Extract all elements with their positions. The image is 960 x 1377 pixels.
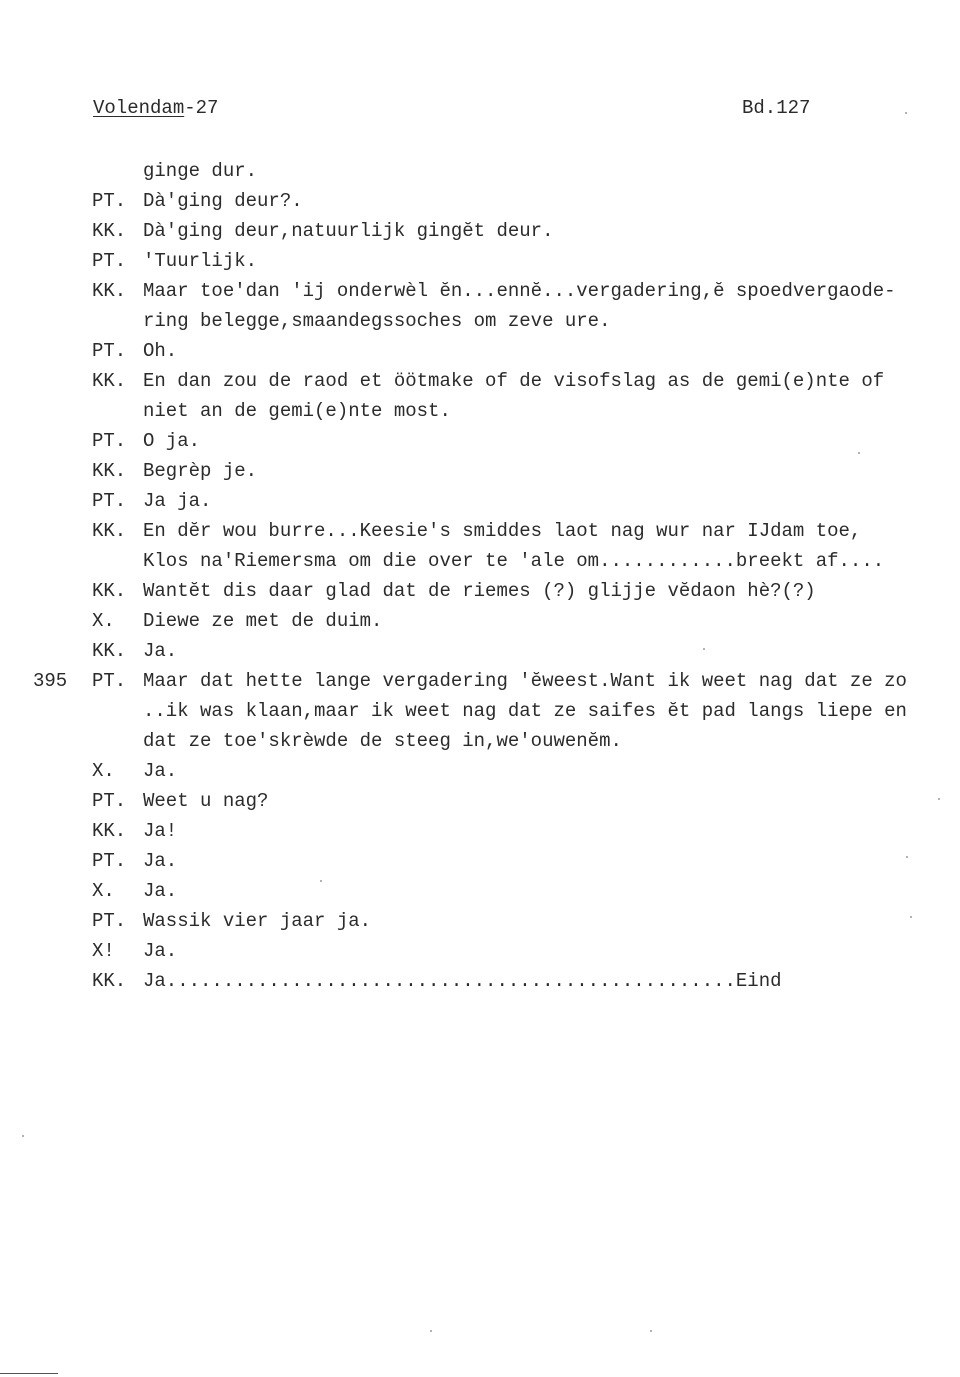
transcript-line — [0, 156, 960, 186]
scan-speck — [905, 112, 907, 114]
transcript-line — [0, 726, 960, 756]
utterance-text: Dà'ging deur,natuurlijk gingĕt deur. — [143, 220, 554, 242]
utterance-text: Ja..................................................Eind — [143, 970, 782, 992]
transcript-line — [0, 966, 960, 996]
utterance-text: En dan zou de raod et öötmake of de visofslag as de gemi(e)nte of — [143, 370, 885, 392]
utterance-text: Dà'ging deur?. — [143, 190, 303, 212]
speaker-label: KK. — [92, 520, 127, 542]
utterance-text: Diewe ze met de duim. — [143, 610, 383, 632]
transcript-line — [0, 696, 960, 726]
utterance-text: Ja. — [143, 880, 178, 902]
transcript-line — [0, 636, 960, 666]
transcript-line — [0, 576, 960, 606]
speaker-label: PT. — [92, 250, 127, 272]
speaker-label: X. — [92, 880, 115, 902]
transcript-line — [0, 666, 960, 696]
transcript-line — [0, 336, 960, 366]
speaker-label: X. — [92, 610, 115, 632]
utterance-text: Ja. — [143, 760, 178, 782]
utterance-text: Ja! — [143, 820, 178, 842]
transcript-line — [0, 816, 960, 846]
utterance-text: Ja ja. — [143, 490, 212, 512]
document-id-underlined: Volendam — [93, 97, 185, 119]
scan-speck — [858, 452, 860, 454]
utterance-text: Begrèp je. — [143, 460, 258, 482]
speaker-label: PT. — [92, 790, 127, 812]
utterance-text: Wassik vier jaar ja. — [143, 910, 372, 932]
transcript-line — [0, 936, 960, 966]
utterance-text: Ja. — [143, 850, 178, 872]
transcript-line — [0, 276, 960, 306]
scan-speck — [910, 916, 912, 918]
speaker-label: KK. — [92, 970, 127, 992]
utterance-text: niet an de gemi(e)nte most. — [143, 400, 451, 422]
scan-speck — [430, 1330, 432, 1332]
utterance-text: 'Tuurlijk. — [143, 250, 258, 272]
speaker-label: PT. — [92, 430, 127, 452]
transcript-line — [0, 546, 960, 576]
utterance-text: dat ze toe'skrèwde de steeg in,we'ouwenĕm. — [143, 730, 622, 752]
scan-speck — [650, 1330, 652, 1332]
speaker-label: KK. — [92, 220, 127, 242]
transcript-line — [0, 906, 960, 936]
utterance-text: Wantĕt dis daar glad dat de riemes (?) glijje vĕdaon hè?(?) — [143, 580, 816, 602]
transcript-line — [0, 216, 960, 246]
scan-speck — [906, 856, 908, 858]
transcript-line — [0, 456, 960, 486]
utterance-text: ring belegge,smaandegssoches om zeve ure. — [143, 310, 611, 332]
transcript-line — [0, 306, 960, 336]
footer-rule — [0, 1373, 58, 1374]
transcript-line — [0, 756, 960, 786]
utterance-text: Maar dat hette lange vergadering 'ĕweest.Want ik weet nag dat ze zo — [143, 670, 907, 692]
utterance-text: ..ik was klaan,maar ik weet nag dat ze saifes ĕt pad langs liepe en — [143, 700, 907, 722]
speaker-label: PT. — [92, 490, 127, 512]
scan-speck — [938, 798, 940, 800]
transcript-line — [0, 366, 960, 396]
line-number: 395 — [33, 670, 68, 692]
speaker-label: KK. — [92, 580, 127, 602]
transcript — [0, 156, 960, 996]
speaker-label: PT. — [92, 910, 127, 932]
scan-speck — [22, 1135, 24, 1137]
transcript-line — [0, 786, 960, 816]
utterance-text: ginge dur. — [143, 160, 258, 182]
transcript-line — [0, 186, 960, 216]
document-id — [93, 96, 218, 120]
utterance-text: Klos na'Riemersma om die over te 'ale om............breekt af.... — [143, 550, 885, 572]
transcript-line — [0, 606, 960, 636]
speaker-label: KK. — [92, 820, 127, 842]
transcript-line — [0, 516, 960, 546]
transcript-line — [0, 846, 960, 876]
speaker-label: KK. — [92, 280, 127, 302]
utterance-text: O ja. — [143, 430, 201, 452]
speaker-label: X. — [92, 760, 115, 782]
document-id-suffix: -27 — [184, 97, 219, 119]
scan-speck — [703, 648, 705, 650]
speaker-label: PT. — [92, 670, 127, 692]
scan-speck — [320, 880, 322, 882]
utterance-text: Oh. — [143, 340, 178, 362]
transcript-line — [0, 426, 960, 456]
transcript-line — [0, 246, 960, 276]
speaker-label: KK. — [92, 460, 127, 482]
speaker-label: X! — [92, 940, 115, 962]
speaker-label: PT. — [92, 340, 127, 362]
utterance-text: Ja. — [143, 640, 178, 662]
speaker-label: KK. — [92, 640, 127, 662]
utterance-text: Weet u nag? — [143, 790, 269, 812]
page-reference: Bd.127 — [742, 97, 811, 119]
utterance-text: Maar toe'dan 'ij onderwèl ĕn...ennĕ...vergadering,ĕ spoedvergaode- — [143, 280, 896, 302]
speaker-label: PT. — [92, 190, 127, 212]
transcript-line — [0, 486, 960, 516]
utterance-text: En dĕr wou burre...Keesie's smiddes laot nag wur nar IJdam toe, — [143, 520, 862, 542]
speaker-label: KK. — [92, 370, 127, 392]
speaker-label: PT. — [92, 850, 127, 872]
transcript-line — [0, 396, 960, 426]
utterance-text: Ja. — [143, 940, 178, 962]
transcript-line — [0, 876, 960, 906]
